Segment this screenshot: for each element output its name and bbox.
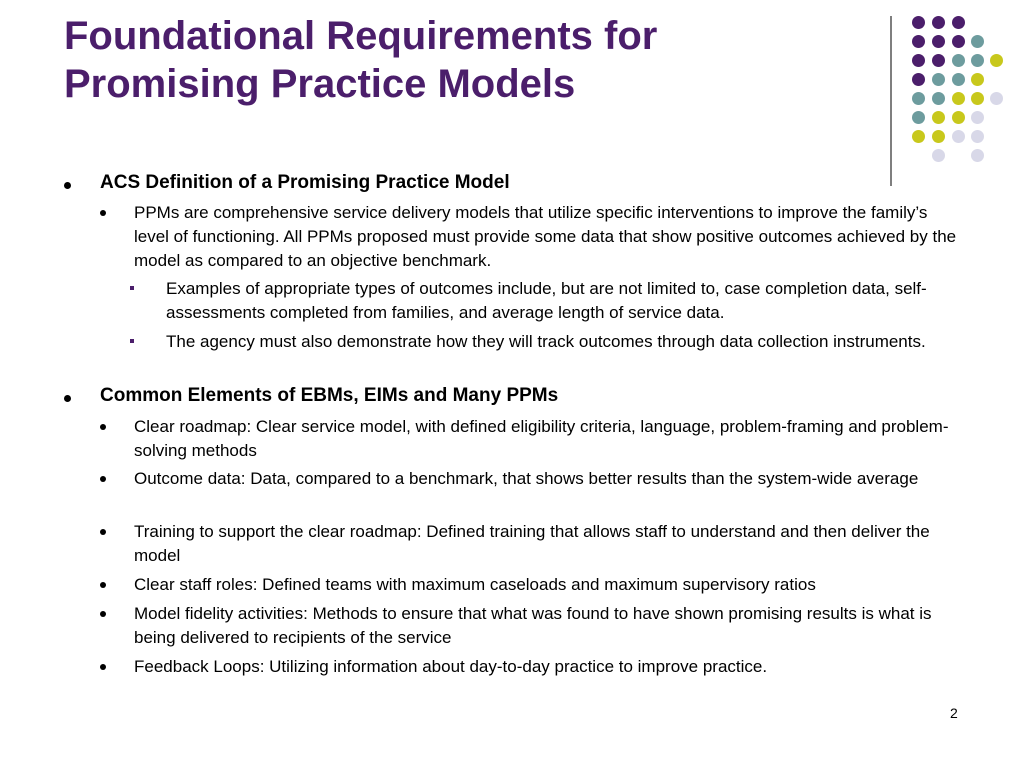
dot (952, 111, 965, 124)
section-heading: Common Elements of EBMs, EIMs and Many PPMs (100, 385, 559, 406)
bullet-dot (64, 395, 71, 402)
bullet-dot (64, 182, 71, 189)
dot (971, 35, 984, 48)
section-heading: ACS Definition of a Promising Practice Model (100, 172, 510, 193)
bullet-dot (100, 210, 106, 216)
dot (952, 54, 965, 67)
page-number: 2 (950, 705, 958, 721)
title-line-1: Foundational Requirements for (64, 14, 658, 58)
dot (932, 54, 945, 67)
bullet-dot (100, 424, 106, 430)
list-item: Training to support the clear roadmap: Defined training that allows staff to understand and then deliver the model (134, 522, 930, 565)
dot (971, 149, 984, 162)
list-item: Outcome data: Data, compared to a benchmark, that shows better results than the system-wide average (134, 469, 919, 488)
dot (932, 35, 945, 48)
dot (952, 16, 965, 29)
dot (971, 130, 984, 143)
dot (952, 92, 965, 105)
dot (912, 54, 925, 67)
list-item: Clear roadmap: Clear service model, with defined eligibility criteria, language, problem-framing and problem-solving methods (134, 417, 949, 460)
dot (932, 16, 945, 29)
dot (952, 35, 965, 48)
dot (952, 73, 965, 86)
bullet-dot (100, 476, 106, 482)
list-item: Model fidelity activities: Methods to ensure that what was found to have shown promising results is what is being delivered to recipients of the service (134, 604, 932, 647)
dot (971, 111, 984, 124)
dot (912, 35, 925, 48)
square-bullet (130, 286, 134, 290)
dot (912, 73, 925, 86)
bullet-dot (100, 611, 106, 617)
dot (971, 54, 984, 67)
bullet-dot (100, 582, 106, 588)
bullet-dot (100, 529, 106, 535)
bullet-dot (100, 664, 106, 670)
dot (932, 149, 945, 162)
sub-list-item: Examples of appropriate types of outcomes include, but are not limited to, case completion data, self-assessments completed from families, and average length of service data. (166, 279, 927, 322)
title-line-2: Promising Practice Models (64, 62, 576, 106)
dot (912, 111, 925, 124)
slide-title (64, 12, 864, 108)
dot (990, 54, 1003, 67)
dot (912, 92, 925, 105)
list-item: PPMs are comprehensive service delivery models that utilize specific interventions to improve the family’s level of functioning. All PPMs proposed must provide some data that show positive outcomes achieved by the model as compared to an objective benchmark. (134, 203, 957, 270)
dot (912, 16, 925, 29)
dot (932, 73, 945, 86)
list-item: Clear staff roles: Defined teams with maximum caseloads and maximum supervisory ratios (134, 575, 816, 594)
sub-list-item: The agency must also demonstrate how they will track outcomes through data collection instruments. (166, 332, 926, 351)
dot (932, 130, 945, 143)
decorative-divider (890, 16, 892, 186)
square-bullet (130, 339, 134, 343)
dot (971, 73, 984, 86)
dot (952, 130, 965, 143)
dot (990, 92, 1003, 105)
dot (912, 130, 925, 143)
dot (971, 92, 984, 105)
dot (932, 111, 945, 124)
list-item: Feedback Loops: Utilizing information about day-to-day practice to improve practice. (134, 657, 768, 676)
dot (932, 92, 945, 105)
